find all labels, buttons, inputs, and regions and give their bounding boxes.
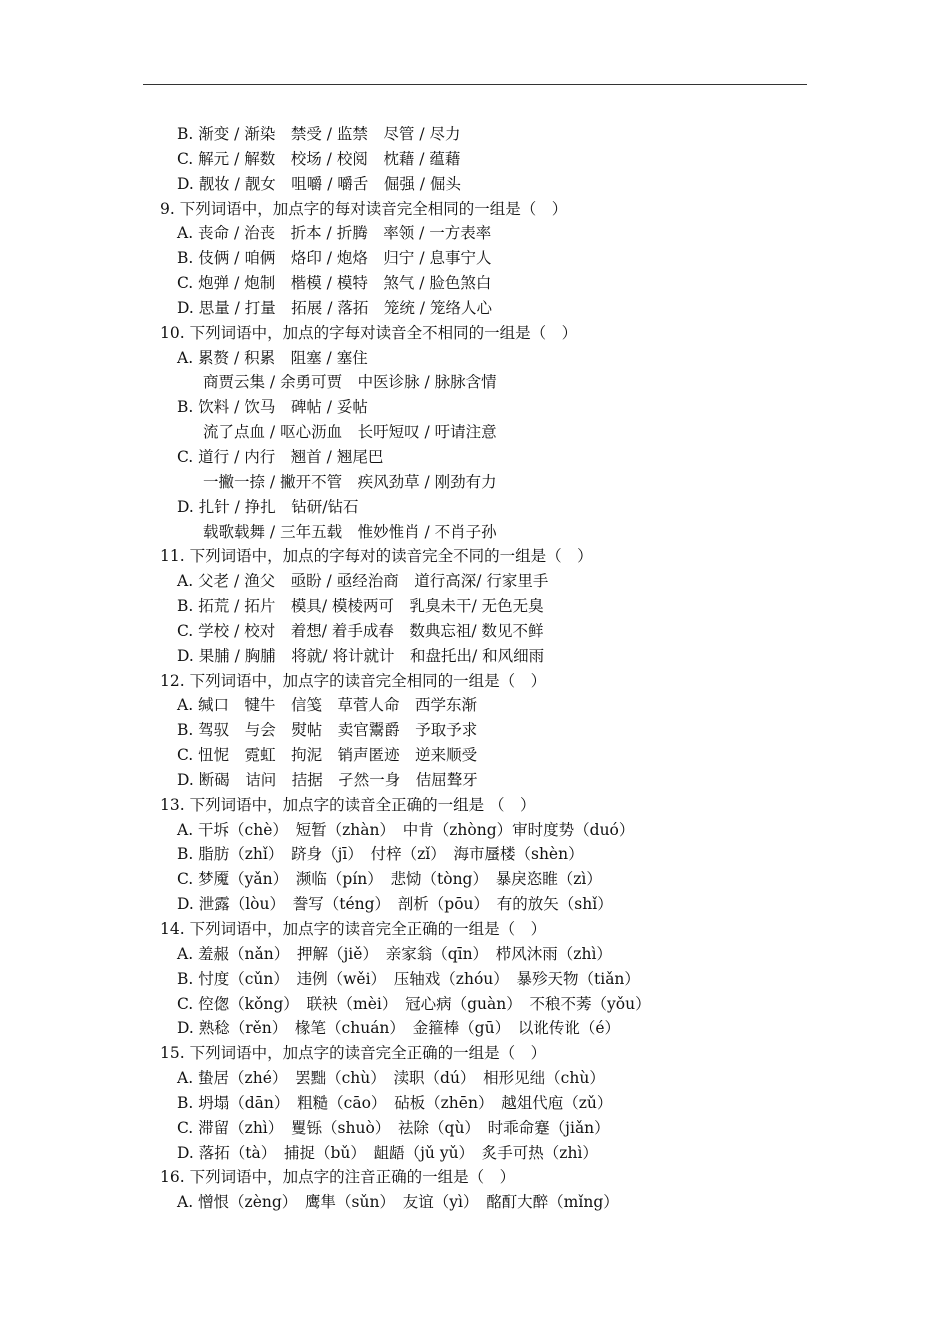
option-line: B. 渐变 / 渐染 禁受 / 监禁 尽管 / 尽力 <box>177 125 461 143</box>
option-line: C. 梦魇（yǎn） 濒临（pín） 悲恸（tòng） 暴戾恣睢（zì） <box>177 870 602 889</box>
option-line: C. 忸怩 霓虹 拘泥 销声匿迹 逆来顺受 <box>177 746 478 765</box>
option-line: A. 丧命 / 治丧 折本 / 折腾 率领 / 一方表率 <box>177 224 492 243</box>
option-line: B. 脂肪（zhǐ） 跻身（jī） 付梓（zǐ） 海市蜃楼（shèn） <box>177 845 584 864</box>
option-line: B. 饮料 / 饮马 碑帖 / 妥帖 <box>177 398 368 417</box>
option-continuation-line: 载歌载舞 / 三年五载 惟妙惟肖 / 不肖子孙 <box>203 522 497 541</box>
option-continuation-line: 商贾云集 / 余勇可贾 中医诊脉 / 脉脉含情 <box>203 373 497 392</box>
question-line: 14. 下列词语中，加点字的读音完全正确的一组是（ ） <box>160 920 547 938</box>
option-line: C. 滞留（zhì） 矍铄（shuò） 祛除（qù） 时乖命蹇（jiǎn） <box>177 1118 610 1137</box>
option-line: B. 坍塌（dān） 粗糙（cāo） 砧板（zhēn） 越俎代庖（zǔ） <box>177 1093 613 1112</box>
question-line: 10. 下列词语中，加点的字每对读音全不相同的一组是（ ） <box>160 323 578 342</box>
option-line: D. 靓妆 / 靓女 咀嚼 / 嚼舌 倔强 / 倔头 <box>177 174 461 193</box>
option-continuation-line: 一撇一捺 / 撇开不管 疾风劲草 / 刚劲有力 <box>203 472 497 491</box>
option-line: C. 倥偬（kǒng） 联袂（mèi） 冠心病（guàn） 不稂不莠（yǒu） <box>177 994 651 1013</box>
question-line: 15. 下列词语中，加点字的读音完全正确的一组是（ ） <box>160 1044 547 1063</box>
option-line: C. 解元 / 解数 校场 / 校阅 枕藉 / 蕴藉 <box>177 149 461 168</box>
option-line: D. 扎针 / 挣扎 钻研/钻石 <box>177 497 359 516</box>
header-rule <box>143 84 807 85</box>
option-line: D. 熟稔（rěn） 椽笔（chuán） 金箍棒（gū） 以讹传讹（é） <box>177 1019 620 1038</box>
exam-content <box>160 122 800 1215</box>
option-line: D. 断碣 诘问 拮据 孑然一身 佶屈聱牙 <box>177 770 478 789</box>
option-line: C. 道行 / 内行 翘首 / 翘尾巴 <box>177 447 384 466</box>
option-line: D. 泄露（lòu） 誊写（téng） 剖析（pōu） 有的放矢（shǐ） <box>177 895 613 914</box>
option-line: D. 落拓（tà） 捕捉（bǔ） 龃龉（jǔ yǔ） 炙手可热（zhì） <box>177 1143 598 1162</box>
option-line: B. 伎俩 / 咱俩 烙印 / 炮烙 归宁 / 息事宁人 <box>177 249 492 268</box>
option-line: D. 思量 / 打量 拓展 / 落拓 笼统 / 笼络人心 <box>177 298 492 317</box>
option-line: B. 驾驭 与会 熨帖 卖官鬻爵 予取予求 <box>177 721 478 740</box>
question-line: 11. 下列词语中，加点的字每对的读音完全不同的一组是（ ） <box>160 547 593 566</box>
option-line: A. 蛰居（zhé） 罢黜（chù） 渎职（dú） 相形见绌（chù） <box>177 1069 605 1088</box>
question-line: 9. 下列词语中，加点字的每对读音完全相同的一组是（ ） <box>160 199 568 218</box>
option-line: A. 父老 / 渔父 亟盼 / 亟经治商 道行高深/ 行家里手 <box>177 572 549 591</box>
question-line: 13. 下列词语中，加点字的读音全正确的一组是 （ ） <box>160 795 536 814</box>
question-line: 12. 下列词语中，加点字的读音完全相同的一组是（ ） <box>160 671 547 690</box>
option-line: A. 羞赧（nǎn） 押解（jiě） 亲家翁（qīn） 栉风沐雨（zhì） <box>177 944 612 963</box>
option-line: D. 果脯 / 胸脯 将就/ 将计就计 和盘托出/ 和风细雨 <box>177 646 545 665</box>
option-line: C. 学校 / 校对 着想/ 着手成春 数典忘祖/ 数见不鲜 <box>177 621 544 640</box>
option-line: B. 忖度（cǔn） 违例（wěi） 压轴戏（zhóu） 暴殄天物（tiǎn） <box>177 969 640 988</box>
question-line: 16. 下列词语中，加点字的注音正确的一组是（ ） <box>160 1168 516 1187</box>
option-line: A. 缄口 犍牛 信笺 草菅人命 西学东渐 <box>177 696 478 715</box>
option-line: A. 憎恨（zèng） 鹰隼（sǔn） 友谊（yì） 酩酊大醉（mǐng） <box>177 1193 619 1212</box>
option-line: A. 干坼（chè） 短暂（zhàn） 中肯（zhòng）审时度势（duó） <box>177 820 635 839</box>
option-line: B. 拓荒 / 拓片 模具/ 模棱两可 乳臭未干/ 无色无臭 <box>177 597 544 616</box>
option-line: A. 累赘 / 积累 阻塞 / 塞住 <box>177 348 368 367</box>
option-continuation-line: 流了点血 / 呕心沥血 长吁短叹 / 吁请注意 <box>203 423 497 442</box>
option-line: C. 炮弹 / 炮制 楷模 / 模特 煞气 / 脸色煞白 <box>177 274 492 293</box>
